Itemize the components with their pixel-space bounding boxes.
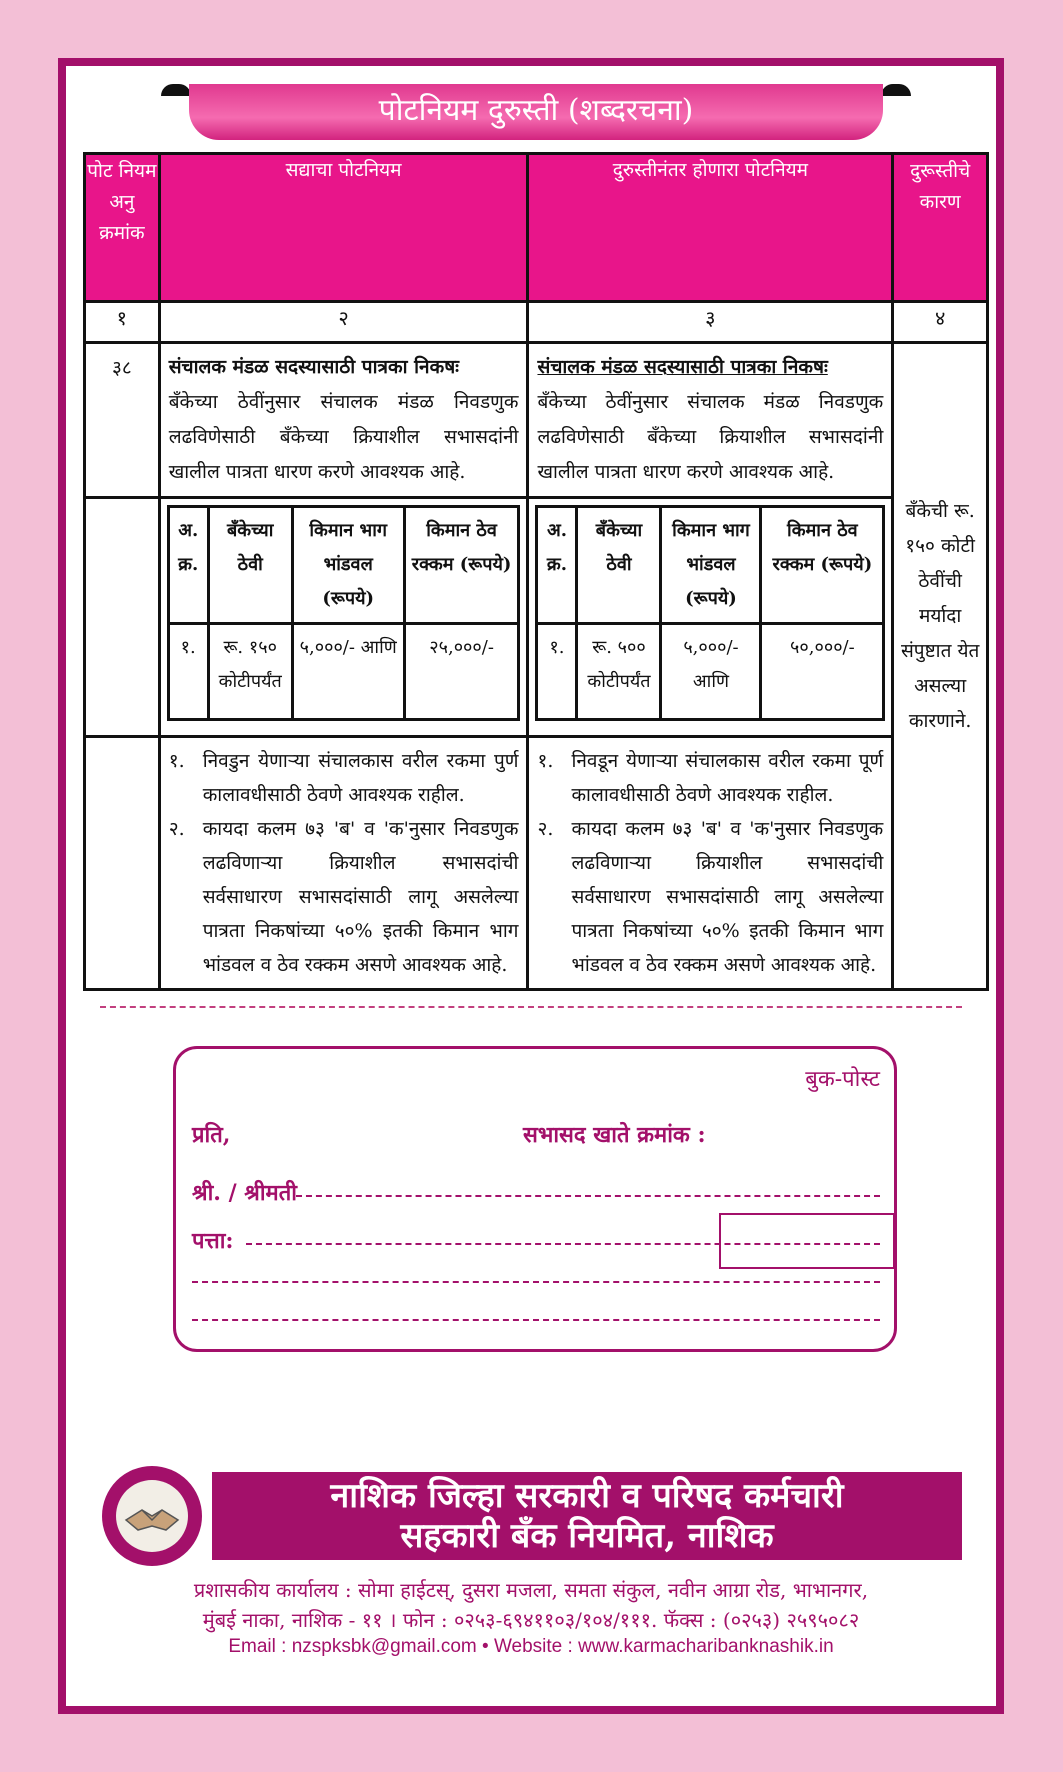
inner-header-min-deposit: किमान ठेव रक्कम (रूपये) [761,507,884,624]
handshake-icon [116,1480,188,1552]
address-line-2 [192,1281,880,1283]
revised-eligibility-table [535,505,885,721]
item-number: २. [168,818,185,840]
inner-header-row [537,507,884,624]
list-item [169,744,519,812]
name-label: श्री. / श्रीमती [192,1180,297,1206]
empty-cell [85,737,160,990]
to-label: प्रति, [192,1122,231,1148]
banner-ear-left [161,84,191,96]
stamp-box [719,1213,895,1269]
address-line-3 [192,1319,880,1321]
banner-ear-right [881,84,911,96]
revised-eligibility-cell [528,498,893,737]
inner-header-deposits: बँकेच्या ठेवी [577,507,661,624]
empty-cell [85,498,160,737]
eligibility-table-row [85,498,988,737]
item-number: १. [168,750,185,772]
inner-min-deposit: २५,०००/- [404,624,519,720]
title-banner [161,84,911,140]
current-conditions-list [169,744,519,982]
col-number-1: १ [85,302,160,343]
bank-name-banner [212,1472,962,1560]
header-revised-bylaw: दुरुस्तीनंतर होणारा पोटनियम [528,154,893,302]
table-header-row [85,154,988,302]
account-number-label: सभासद खाते क्रमांक : [523,1122,706,1148]
revised-heading: संचालक मंडळ सदस्यासाठी पात्रका निकषः [537,356,828,378]
address-line-1 [246,1243,880,1245]
revised-intro-cell [528,343,893,498]
item-text: निवडुन येणाऱ्या संचालकास वरील रकमा पुर्ण कालावधीसाठी ठेवणे आवश्यक राहील. [202,750,519,806]
item-text: कायदा कलम ७३ 'ब' व 'क'नुसार निवडणुक लढविणाऱ्या क्रियाशील सभासदांची सर्वसाधारण सभासदांसाठी लागू असलेल्या पात्रता निकषांच्या ५०% इतकी किमान भाग भांडवल व ठेव रक्कम असणे आवश्यक आहे. [571,818,884,976]
bank-logo [102,1466,202,1566]
address-line-bottom: मुंबई नाका, नाशिक - ११ । फोन : ०२५३-६९४११०३/१०४/१११. फॅक्स : (०२५३) २५९५०८२ [202,1608,860,1632]
header-current-bylaw: सद्याचा पोटनियम [159,154,528,302]
inner-header-min-share: किमान भाग भांडवल (रूपये) [292,507,404,624]
document-sheet [58,58,1004,1714]
header-reason: दुरूस्तीचे कारण [893,154,988,302]
bylaw-number: ३८ [85,343,160,498]
list-item [537,744,883,812]
inner-header-min-deposit: किमान ठेव रक्कम (रूपये) [404,507,519,624]
inner-header-min-share: किमान भाग भांडवल (रूपये) [661,507,761,624]
reason-text: बँकेची रू. १५० कोटी ठेवींची मर्यादा संपुष्टात येत असल्या कारणाने. [900,500,980,732]
col-number-3: ३ [528,302,893,343]
col-number-2: २ [159,302,528,343]
bylaw-amendment-table [83,152,989,991]
current-conditions-cell [159,737,528,990]
bank-name-line-1: नाशिक जिल्हा सरकारी व परिषद कर्मचारी [330,1476,844,1516]
inner-min-share: ५,०००/- आणि [661,624,761,720]
column-number-row [85,302,988,343]
revised-conditions-cell [528,737,893,990]
inner-min-share: ५,०००/- आणि [292,624,404,720]
conditions-row [85,737,988,990]
list-item [537,812,883,982]
current-intro-text: बँकेच्या ठेवींनुसार संचालक मंडळ निवडणुक लढविणेसाठी बँकेच्या क्रियाशील सभासदांनी खालील पात्रता धारण करणे आवश्यक आहे. [168,391,519,483]
list-item [169,812,519,982]
current-heading: संचालक मंडळ सदस्यासाठी पात्रका निकषः [168,356,460,378]
inner-deposits: रू. १५० कोटीपर्यंत [208,624,292,720]
inner-header-serial: अ. क्र. [168,507,208,624]
revised-conditions-list [537,744,883,982]
reason-cell [893,343,988,990]
inner-min-deposit: ५०,०००/- [761,624,884,720]
item-text: निवडून येणाऱ्या संचालकास वरील रकमा पूर्ण कालावधीसाठी ठेवणे आवश्यक राहील. [571,750,884,806]
address-label: पत्ता: [192,1228,234,1254]
bylaw-intro-row [85,343,988,498]
inner-header-row [168,507,519,624]
current-eligibility-cell [159,498,528,737]
address-line-top: प्रशासकीय कार्यालय : सोमा हाईटस्, दुसरा मजला, समता संकुल, नवीन आग्रा रोड, भाभानगर, [193,1578,869,1602]
revised-intro-text: बँकेच्या ठेवींनुसार संचालक मंडळ निवडणुक लढविणेसाठी बँकेच्या क्रियाशील सभासदांनी खालील पात्रता धारण करणे आवश्यक आहे. [537,391,884,483]
book-post-label: बुक-पोस्ट [805,1067,880,1092]
bank-name-line-2: सहकारी बँक नियमित, नाशिक [400,1516,774,1556]
inner-deposits: रू. ५०० कोटीपर्यंत [577,624,661,720]
contact-line: Email : nzspksbk@gmail.com • Website : www.karmacharibanknashik.in [228,1636,834,1657]
item-number: १. [537,750,554,772]
inner-header-deposits: बँकेच्या ठेवी [208,507,292,624]
name-line [296,1195,880,1197]
item-text: कायदा कलम ७३ 'ब' व 'क'नुसार निवडणुक लढविणाऱ्या क्रियाशील सभासदांची सर्वसाधारण सभासदांसाठी लागू असलेल्या पात्रता निकषांच्या ५०% इतकी किमान भाग भांडवल व ठेव रक्कम असणे आवश्यक आहे. [202,818,519,976]
item-number: २. [537,818,554,840]
postal-address-box [173,1046,897,1352]
inner-data-row [168,624,519,720]
current-eligibility-table [167,505,521,721]
col-number-4: ४ [893,302,988,343]
inner-header-serial: अ. क्र. [537,507,577,624]
inner-serial: १. [537,624,577,720]
inner-serial: १. [168,624,208,720]
cut-line-divider [100,1006,962,1008]
inner-data-row [537,624,884,720]
page-title: पोटनियम दुरुस्ती (शब्दरचना) [189,84,883,140]
current-intro-cell [159,343,528,498]
header-bylaw-number: पोट नियम अनु क्रमांक [85,154,160,302]
